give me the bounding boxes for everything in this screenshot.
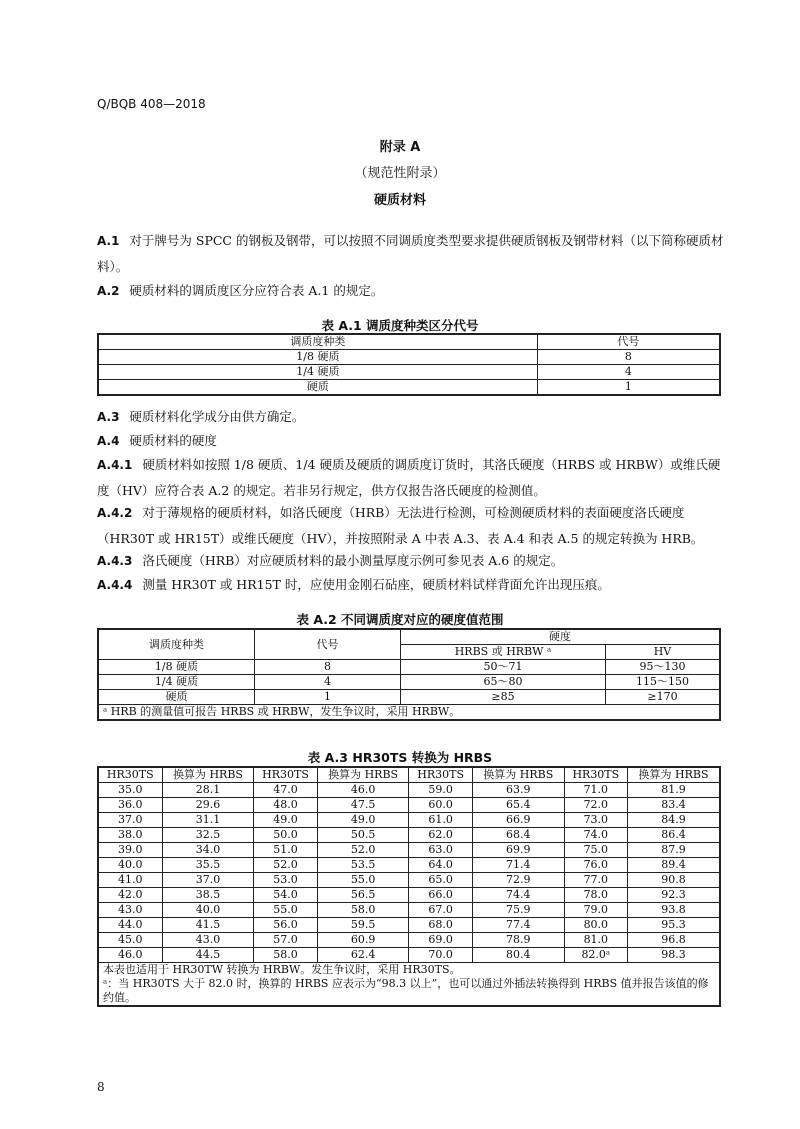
clause-number: A.1 [97,234,120,248]
table-cell: 59.0 [409,783,472,798]
clause-number: A.2 [97,284,120,298]
table-cell: 58.0 [254,948,317,963]
table-cell: 76.0 [564,858,627,873]
table-cell: 69.9 [472,843,564,858]
table-row [98,933,720,948]
table-cell: 64.0 [409,858,472,873]
table-cell: 62.4 [317,948,409,963]
table-cell: 95.3 [628,918,720,933]
table-cell: 45.0 [98,933,162,948]
table-cell: 96.8 [628,933,720,948]
appendix-title: 附录 A [379,140,421,155]
table-cell: 89.4 [628,858,720,873]
table-cell: 72.0 [564,798,627,813]
paragraph-a2 [97,278,727,304]
clause-number: A.4.1 [97,458,133,472]
table-cell: 1/8 硬质 [98,660,255,675]
table-cell: 68.0 [409,918,472,933]
table-cell: 65.0 [409,873,472,888]
table-cell: 46.0 [98,948,162,963]
table-note-row [98,963,720,1007]
table-cell: 92.3 [628,888,720,903]
table-row [98,843,720,858]
table-cell: 1/4 硬质 [98,365,537,380]
table-cell: 72.9 [472,873,564,888]
table-cell: 63.9 [472,783,564,798]
table-cell: 71.0 [564,783,627,798]
paragraph-a1 [97,228,727,280]
table-cell: 74.0 [564,828,627,843]
header-cell: HR30TS [564,767,627,783]
table-cell: 35.5 [162,858,254,873]
table-cell: 46.0 [317,783,409,798]
table-cell: 38.0 [98,828,162,843]
header-cell: HR30TS [98,767,162,783]
table-row [98,918,720,933]
header-cell: HR30TS [254,767,317,783]
table-header-row [98,629,720,645]
table-cell: 54.0 [254,888,317,903]
table-cell: 4 [255,675,401,690]
table-cell: 74.4 [472,888,564,903]
table-cell: 71.4 [472,858,564,873]
table-cell: 80.0 [564,918,627,933]
table-cell: 59.5 [317,918,409,933]
table-cell: 90.8 [628,873,720,888]
table-cell: 37.0 [98,813,162,828]
table-cell: 55.0 [317,873,409,888]
paragraph-a41 [97,452,727,504]
table-cell: 75.0 [564,843,627,858]
table-cell: 57.0 [254,933,317,948]
table-cell: 87.9 [628,843,720,858]
clause-text: 硬质材料化学成分由供方确定。 [129,409,305,424]
table-cell: 40.0 [162,903,254,918]
table-cell: 42.0 [98,888,162,903]
table-cell: 98.3 [628,948,720,963]
table-cell: 67.0 [409,903,472,918]
table-cell: 66.0 [409,888,472,903]
table-cell: 65.4 [472,798,564,813]
table-cell: 80.4 [472,948,564,963]
table-cell: 43.0 [162,933,254,948]
table-cell: 41.0 [98,873,162,888]
table-cell: 31.1 [162,813,254,828]
table-cell: 49.0 [254,813,317,828]
appendix-name: 硬质材料 [373,193,426,208]
table-row [98,365,720,380]
table-cell: 1 [537,380,720,396]
clause-text: 测量 HR30T 或 HR15T 时，应使用金刚石砧座，硬质材料试样背面允许出现压痕。 [142,577,610,592]
paragraph-a4 [97,428,727,454]
table-row [98,675,720,690]
table-row [98,903,720,918]
table-cell: ≥85 [401,690,606,705]
table-cell: 73.0 [564,813,627,828]
table-row [98,783,720,798]
table-row [98,798,720,813]
table-cell: 50～71 [401,660,606,675]
header-cell: 调质度种类 [98,629,255,660]
table-cell: 81.0 [564,933,627,948]
clause-number: A.4 [97,434,120,448]
table-cell: 60.9 [317,933,409,948]
table-row [98,948,720,963]
table-row [98,350,720,365]
clause-text: 对于薄规格的硬质材料，如洛氏硬度（HRB）无法进行检测，可检测硬质材料的表面硬度洛氏硬度（HR30T 或 HR15T）或维氏硬度（HV），并按照附录 A 中表 A.3、表 A.4 和表 A.5 的规定转换为 HRB。 [97,505,704,546]
table-cell: 47.5 [317,798,409,813]
appendix-type: （规范性附录） [354,166,446,181]
table-row [98,828,720,843]
header-cell: HR30TS [409,767,472,783]
table-cell: 48.0 [254,798,317,813]
table-cell: 硬质 [98,380,537,396]
table-row [98,888,720,903]
clause-number: A.4.3 [97,554,133,568]
table-cell: 52.0 [254,858,317,873]
header-cell: 换算为 HRBS [317,767,409,783]
table-cell: 68.4 [472,828,564,843]
table-row [98,660,720,675]
table-header-row [98,334,720,350]
table-cell: 56.5 [317,888,409,903]
table-cell: 93.8 [628,903,720,918]
table-cell: 50.5 [317,828,409,843]
table-row [98,690,720,705]
table-note-2: ᵃ：当 HR30TS 大于 82.0 时，换算的 HRBS 应表示为“98.3 以上”，也可以通过外插法转换得到 HRBS 值并报告该值的修约值。 [103,977,709,1004]
table-a1 [97,333,721,396]
table-cell: 60.0 [409,798,472,813]
table-cell: 82.0ᵃ [564,948,627,963]
table-a1-caption: 表 A.1 调质度种类区分代号 [321,318,479,333]
table-cell: 95～130 [605,660,720,675]
table-cell: 63.0 [409,843,472,858]
table-cell: 4 [537,365,720,380]
table-cell: 55.0 [254,903,317,918]
table-cell: 36.0 [98,798,162,813]
table-row [98,380,720,396]
table-cell: 28.1 [162,783,254,798]
table-cell: 69.0 [409,933,472,948]
table-cell: 34.0 [162,843,254,858]
clause-number: A.4.2 [97,506,133,520]
table-cell: 39.0 [98,843,162,858]
clause-number: A.3 [97,410,120,424]
table-cell: 1 [255,690,401,705]
table-cell: 44.0 [98,918,162,933]
header-cell: HV [605,645,720,660]
table-cell: 50.0 [254,828,317,843]
table-cell: 78.9 [472,933,564,948]
table-cell: 40.0 [98,858,162,873]
table-cell: 56.0 [254,918,317,933]
page-number: 8 [97,1080,105,1094]
table-cell: 44.5 [162,948,254,963]
table-cell: 66.9 [472,813,564,828]
table-note-row [98,705,720,721]
table-cell: 75.9 [472,903,564,918]
header-cell: HRBS 或 HRBW ᵃ [401,645,606,660]
table-cell: 77.0 [564,873,627,888]
table-row [98,813,720,828]
table-cell: 35.0 [98,783,162,798]
table-cell: 37.0 [162,873,254,888]
header-cell: 调质度种类 [98,334,537,350]
table-cell: 41.5 [162,918,254,933]
table-cell: 83.4 [628,798,720,813]
table-cell: 70.0 [409,948,472,963]
paragraph-a43 [97,548,727,574]
table-cell: 32.5 [162,828,254,843]
clause-text: 硬质材料如按照 1/8 硬质、1/4 硬质及硬质的调质度订货时，其洛氏硬度（HRBS 或 HRBW）或维氏硬度（HV）应符合表 A.2 的规定。若非另行规定，供方仅报告洛氏硬度的检测值。 [97,457,721,498]
header-cell: 代号 [255,629,401,660]
table-cell: 29.6 [162,798,254,813]
table-cell: 43.0 [98,903,162,918]
table-cell: 硬质 [98,690,255,705]
clause-number: A.4.4 [97,578,133,592]
table-cell: 61.0 [409,813,472,828]
header-cell: 硬度 [401,629,721,645]
table-cell: 86.4 [628,828,720,843]
clause-text: 对于牌号为 SPCC 的钢板及钢带，可以按照不同调质度类型要求提供硬质钢板及钢带材料（以下简称硬质材料）。 [97,233,724,274]
clause-text: 硬质材料的调质度区分应符合表 A.1 的规定。 [129,283,384,298]
table-cell: 81.9 [628,783,720,798]
table-cell: 49.0 [317,813,409,828]
table-body [98,783,720,963]
table-footnote: ᵃ HRB 的测量值可报告 HRBS 或 HRBW，发生争议时，采用 HRBW。 [98,705,720,721]
table-cell: 8 [537,350,720,365]
table-a3 [97,766,721,1007]
table-cell: 51.0 [254,843,317,858]
table-cell: 53.0 [254,873,317,888]
table-cell: 79.0 [564,903,627,918]
table-cell: 1/4 硬质 [98,675,255,690]
header-cell: 换算为 HRBS [472,767,564,783]
table-cell: 78.0 [564,888,627,903]
table-note-1: 本表也适用于 HR30TW 转换为 HRBW。发生争议时，采用 HR30TS。 [103,963,461,976]
table-cell: 1/8 硬质 [98,350,537,365]
standard-code: Q/BQB 408—2018 [97,97,206,111]
table-cell: 47.0 [254,783,317,798]
table-cell: 58.0 [317,903,409,918]
table-header-row [98,767,720,783]
table-row [98,858,720,873]
table-cell: 65～80 [401,675,606,690]
table-a2-caption: 表 A.2 不同调质度对应的硬度值范围 [296,612,504,627]
paragraph-a44 [97,572,727,598]
clause-text: 洛氏硬度（HRB）对应硬质材料的最小测量厚度示例可参见表 A.6 的规定。 [142,553,564,568]
table-cell: 115～150 [605,675,720,690]
table-row [98,873,720,888]
header-cell: 换算为 HRBS [628,767,720,783]
table-cell: 53.5 [317,858,409,873]
table-cell: 77.4 [472,918,564,933]
table-cell: 8 [255,660,401,675]
paragraph-a3 [97,404,727,430]
table-a2 [97,628,721,721]
paragraph-a42 [97,500,727,552]
table-footnote [98,963,720,1007]
table-cell: 38.5 [162,888,254,903]
table-a3-caption: 表 A.3 HR30TS 转换为 HRBS [307,750,493,765]
header-cell: 代号 [537,334,720,350]
table-cell: 52.0 [317,843,409,858]
table-cell: 84.9 [628,813,720,828]
table-cell: 62.0 [409,828,472,843]
clause-text: 硬质材料的硬度 [129,433,217,448]
table-cell: ≥170 [605,690,720,705]
header-cell: 换算为 HRBS [162,767,254,783]
